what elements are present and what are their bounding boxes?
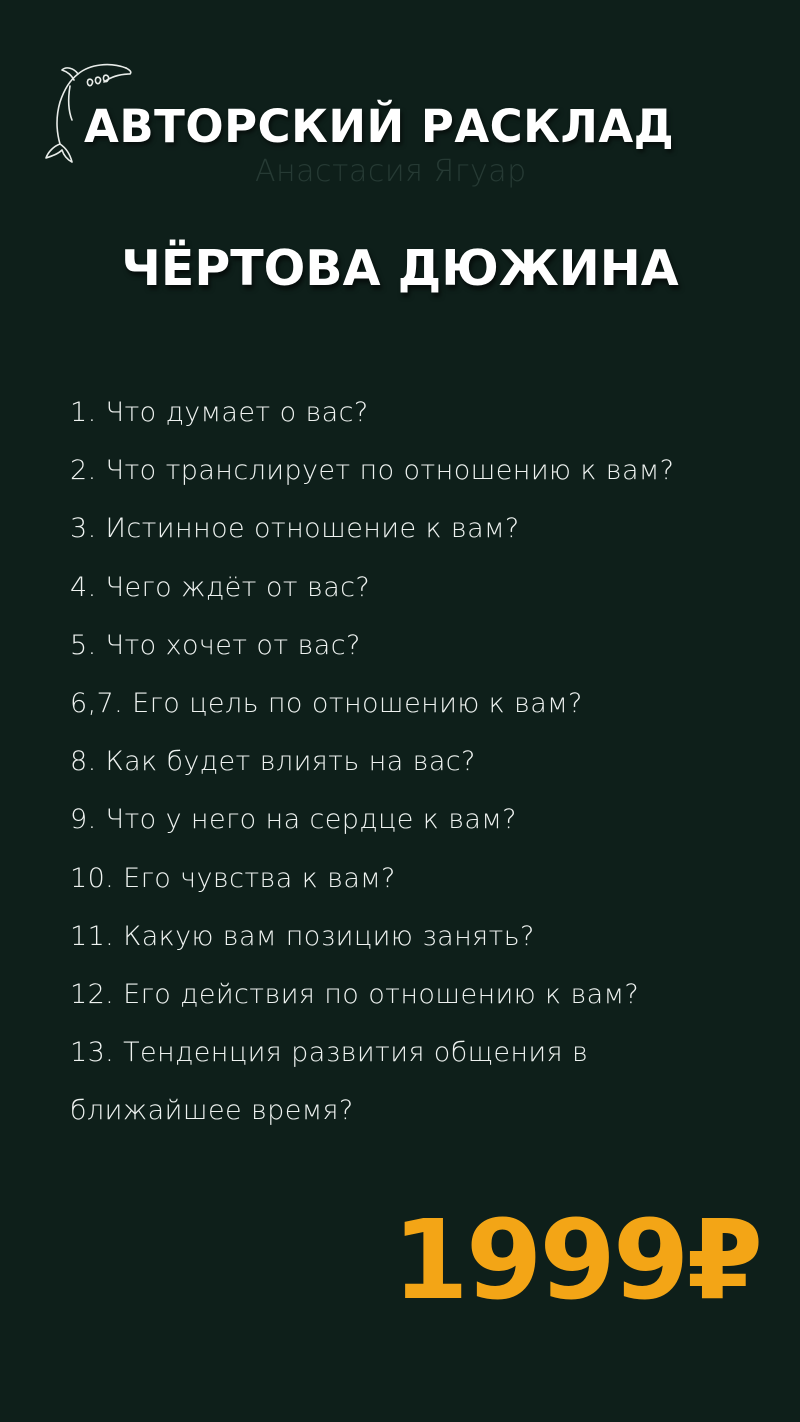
position-item: 5. Что хочет от вас? bbox=[70, 629, 361, 661]
position-item: 8. Как будет влиять на вас? bbox=[70, 746, 476, 778]
author-watermark: Анастасия Ягуар bbox=[255, 154, 527, 189]
position-item: 6,7. Его цель по отношению к вам? bbox=[70, 688, 583, 720]
position-item: 13. Тенденция развития общения в ближайшее время? bbox=[70, 1037, 589, 1127]
position-item: 2. Что транслирует по отношению к вам? bbox=[70, 455, 675, 487]
position-item: 11. Какую вам позицию занять? bbox=[70, 920, 535, 952]
spread-title: ЧЁРТОВА ДЮЖИНА bbox=[121, 240, 679, 297]
header-title: АВТОРСКИЙ РАСКЛАД bbox=[84, 100, 675, 153]
position-item: 3. Истинное отношение к вам? bbox=[70, 513, 520, 545]
price: 1999₽ bbox=[392, 1196, 760, 1324]
position-item: 1. Что думает о вас? bbox=[70, 397, 369, 428]
position-item: 4. Чего ждёт от вас? bbox=[70, 571, 371, 603]
position-item: 9. Что у него на сердце к вам? bbox=[70, 804, 517, 836]
position-item: 12. Его действия по отношению к вам? bbox=[70, 979, 640, 1011]
positions-list bbox=[70, 384, 750, 1141]
position-item: 10. Его чувства к вам? bbox=[70, 862, 396, 894]
